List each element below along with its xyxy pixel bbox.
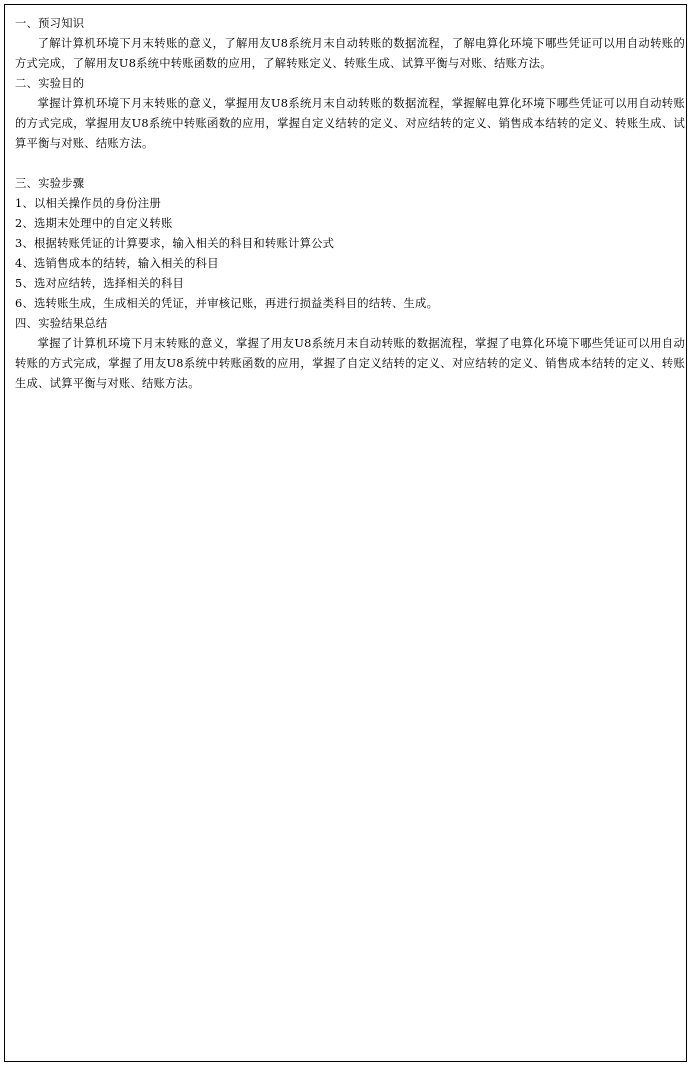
step-item: 3、根据转账凭证的计算要求，输入相关的科目和转账计算公式	[15, 237, 335, 250]
step-item: 6、选转账生成，生成相关的凭证，并审核记账，再进行损益类科目的结转、生成。	[15, 297, 439, 310]
preview-body: 了解计算机环境下月末转账的意义，了解用友U8系统月末自动转账的数据流程，了解电算化环境下哪些凭证可以用自动转账的方式完成，了解用友U8系统中转账函数的应用，了解转账定义、转账生成、试算平衡与对账、结账方法。	[15, 37, 685, 70]
purpose-heading: 二、实验目的	[15, 77, 85, 90]
step-item: 2、选期末处理中的自定义转账	[15, 217, 173, 230]
document-content	[15, 14, 685, 394]
summary-heading: 四、实验结果总结	[15, 317, 108, 330]
step-item: 4、选销售成本的结转，输入相关的科目	[15, 257, 219, 270]
step-item: 5、选对应结转，选择相关的科目	[15, 277, 185, 290]
step-item: 1、以相关操作员的身份注册	[15, 197, 162, 210]
purpose-body: 掌握计算机环境下月末转账的意义，掌握用友U8系统月末自动转账的数据流程，掌握解电算化环境下哪些凭证可以用自动转账的方式完成，掌握用友U8系统中转账函数的应用，掌握自定义结转的定义、对应结转的定义、销售成本结转的定义、转账生成、试算平衡与对账、结账方法。	[15, 97, 685, 150]
steps-heading: 三、实验步骤	[15, 177, 85, 190]
summary-body: 掌握了计算机环境下月末转账的意义，掌握了用友U8系统月末自动转账的数据流程，掌握了电算化环境下哪些凭证可以用自动转账的方式完成，掌握了用友U8系统中转账函数的应用，掌握了自定义结转的定义、对应结转的定义、销售成本结转的定义、转账生成、试算平衡与对账、结账方法。	[15, 337, 685, 390]
preview-heading: 一、预习知识	[15, 17, 85, 30]
document-frame	[4, 4, 687, 1062]
section-spacer	[15, 154, 685, 174]
